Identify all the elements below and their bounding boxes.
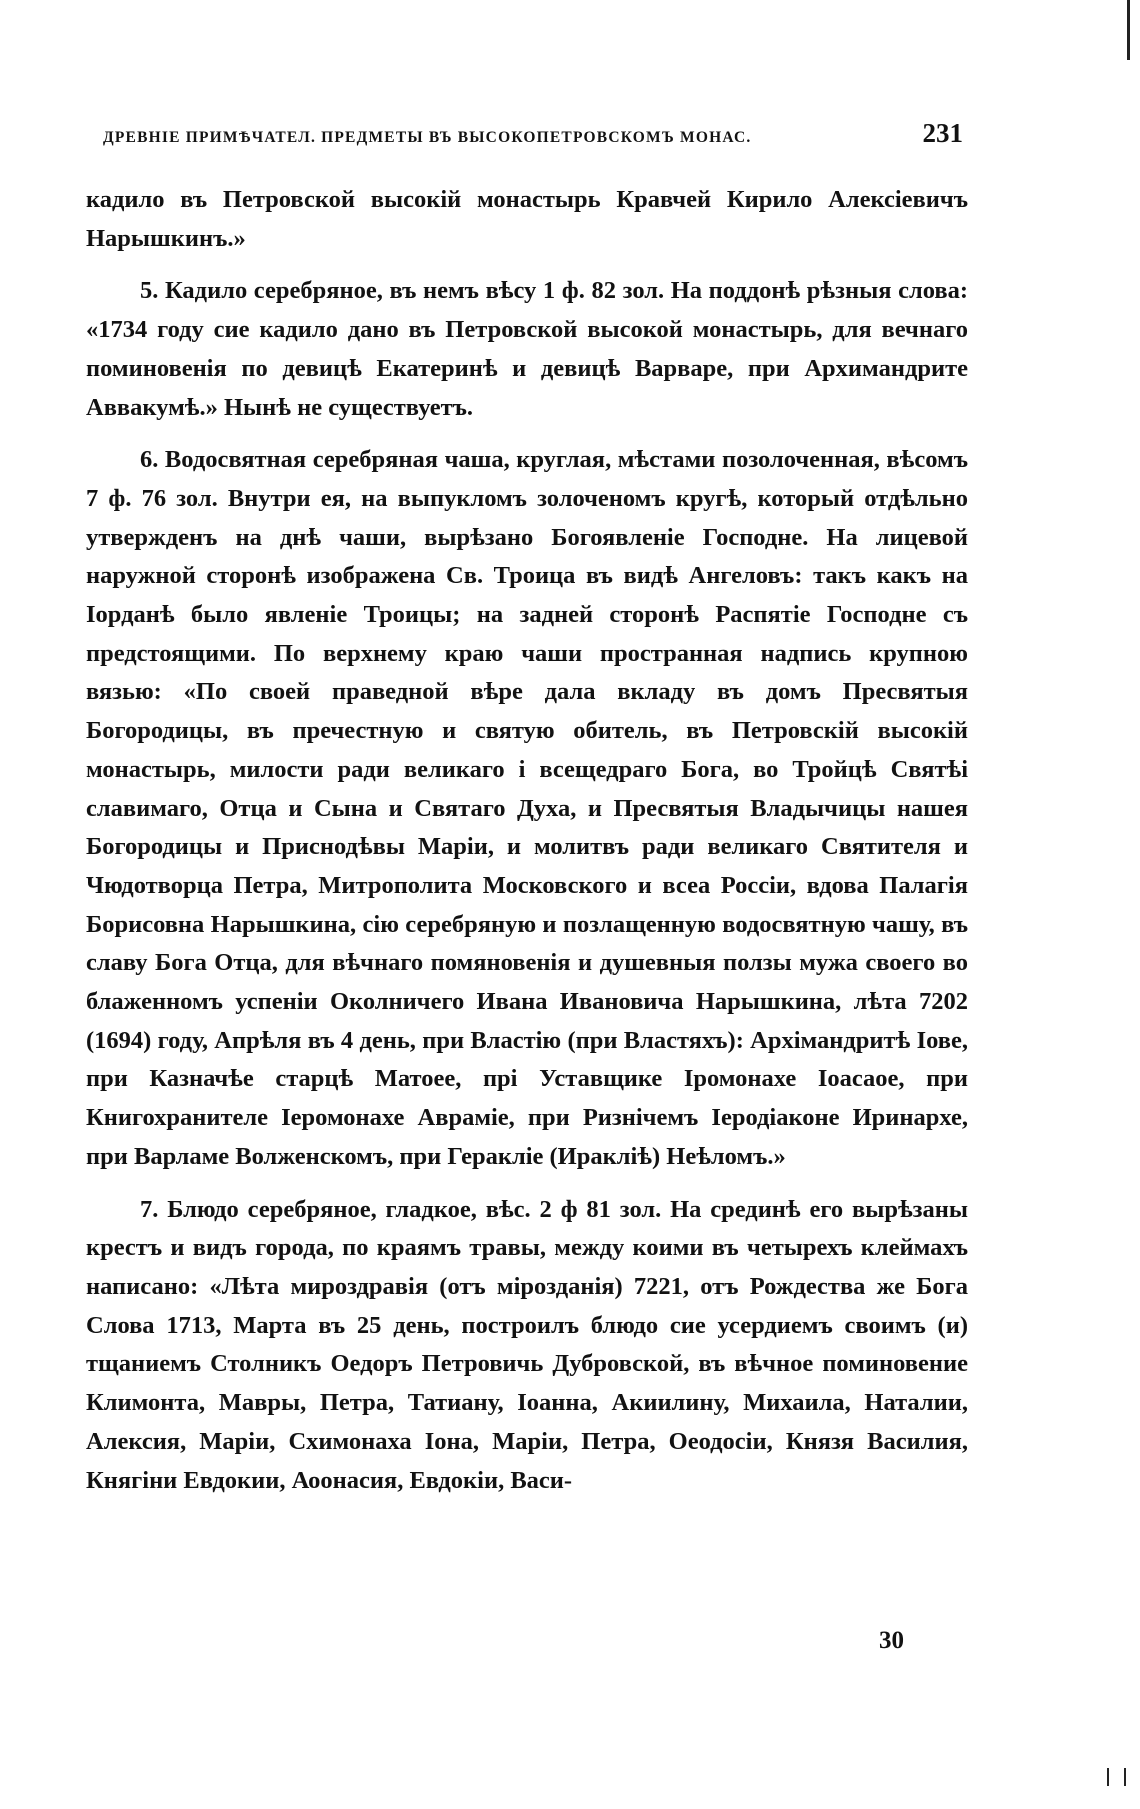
running-head (103, 118, 963, 149)
scan-edge-mark (1127, 0, 1130, 60)
running-title: ДРЕВНІЕ ПРИМѢЧАТЕЛ. ПРЕДМЕТЫ ВЪ ВЫСОКОПЕТРОВСКОМЪ МОНАС. (103, 129, 752, 146)
body-text (86, 181, 968, 1500)
paragraph-continuation: кадило въ Петровской высокій монастырь Кравчей Кирило Алексіевичъ Нарышкинъ.» (86, 186, 968, 252)
scan-edge-mark (1124, 1768, 1126, 1786)
paragraph-item-6: 6. Водосвятная серебряная чаша, круглая, мѣстами позолоченная, вѣсомъ 7 ф. 76 зол. Внутри ея, на выпукломъ золоченомъ кругѣ, который отдѣльно утвержденъ на днѣ чаши, вырѣзано Богоявленіе Господне. На лицевой наружной сторонѣ изображена Св. Троица въ видѣ Ангеловъ: такъ какъ на Іорданѣ было явленіе Троицы; на задней сторонѣ Распятіе Господне съ предстоящими. По верхнему краю чаши пространная надпись крупною вязью: «По своей праведной вѣре дала вкладу въ домъ Пресвятыя Богородицы, въ пречестную и святую обитель, въ Петровскій высокій монастырь, милости ради великаго і всещедраго Бога, во Тройцѣ Святѣі славимаго, Отца и Сына и Святаго Духа, и Пресвятыя Владычицы нашея Богородицы и Приснодѣвы Маріи, и молитвъ ради великаго Святителя и Чюдотворца Петра, Митрополита Московского и всеа Россіи, вдова Палагія Борисовна Нарышкина, сію серебряную и позлащенную водосвятную чашу, въ славу Бога Отца, для вѣчнаго помяновенія и душевныя ползы мужа своего во блаженномъ успеніи Околничего Ивана Ивановича Нарышкина, лѣта 7202 (1694) году, Апрѣля въ 4 день, при Властію (при Властяхъ): Архімандритѣ Іове, при Казначѣе старцѣ Матоее, прі Уставщике Іромонахе Іоасаое, при Книгохранителе Іеромонахе Авраміе, при Ризнічемъ Іеродіаконе Иринархе, при Варламе Волженскомъ, при Геракліе (Иракліѣ) Неѣломъ.» (86, 446, 968, 1170)
paragraph-item-5: 5. Кадило серебряное, въ немъ вѣсу 1 ф. 82 зол. На поддонѣ рѣзныя слова: «1734 году сие кадило дано въ Петровской высокой монастырь, для вечнаго поминовенія по девицѣ Екатеринѣ и девицѣ Варваре, при Архимандрите Аввакумѣ.» Нынѣ не существуетъ. (86, 277, 968, 421)
page-number: 231 (922, 118, 963, 148)
scan-edge-mark (1107, 1768, 1109, 1786)
paragraph-item-7: 7. Блюдо серебряное, гладкое, вѣс. 2 ф 81 зол. На срединѣ его вырѣзаны крестъ и видъ города, по краямъ травы, между коими въ четырехъ клеймахъ написано: «Лѣта мироздравія (отъ мірозданія) 7221, отъ Рождества же Бога Слова 1713, Марта въ 25 день, построилъ блюдо сие усердиемъ своимъ (и) тщаниемъ Столникъ Оедоръ Петровичь Дубровской, въ вѣчное поминовение Климонта, Мавры, Петра, Татиану, Іоанна, Акиилину, Михаила, Наталии, Алексия, Маріи, Схимонаха Іона, Маріи, Петра, Оеодосіи, Князя Василия, Княгіни Евдокии, Аоонасия, Евдокіи, Васи- (86, 1195, 968, 1494)
signature-mark: 30 (879, 1627, 904, 1654)
